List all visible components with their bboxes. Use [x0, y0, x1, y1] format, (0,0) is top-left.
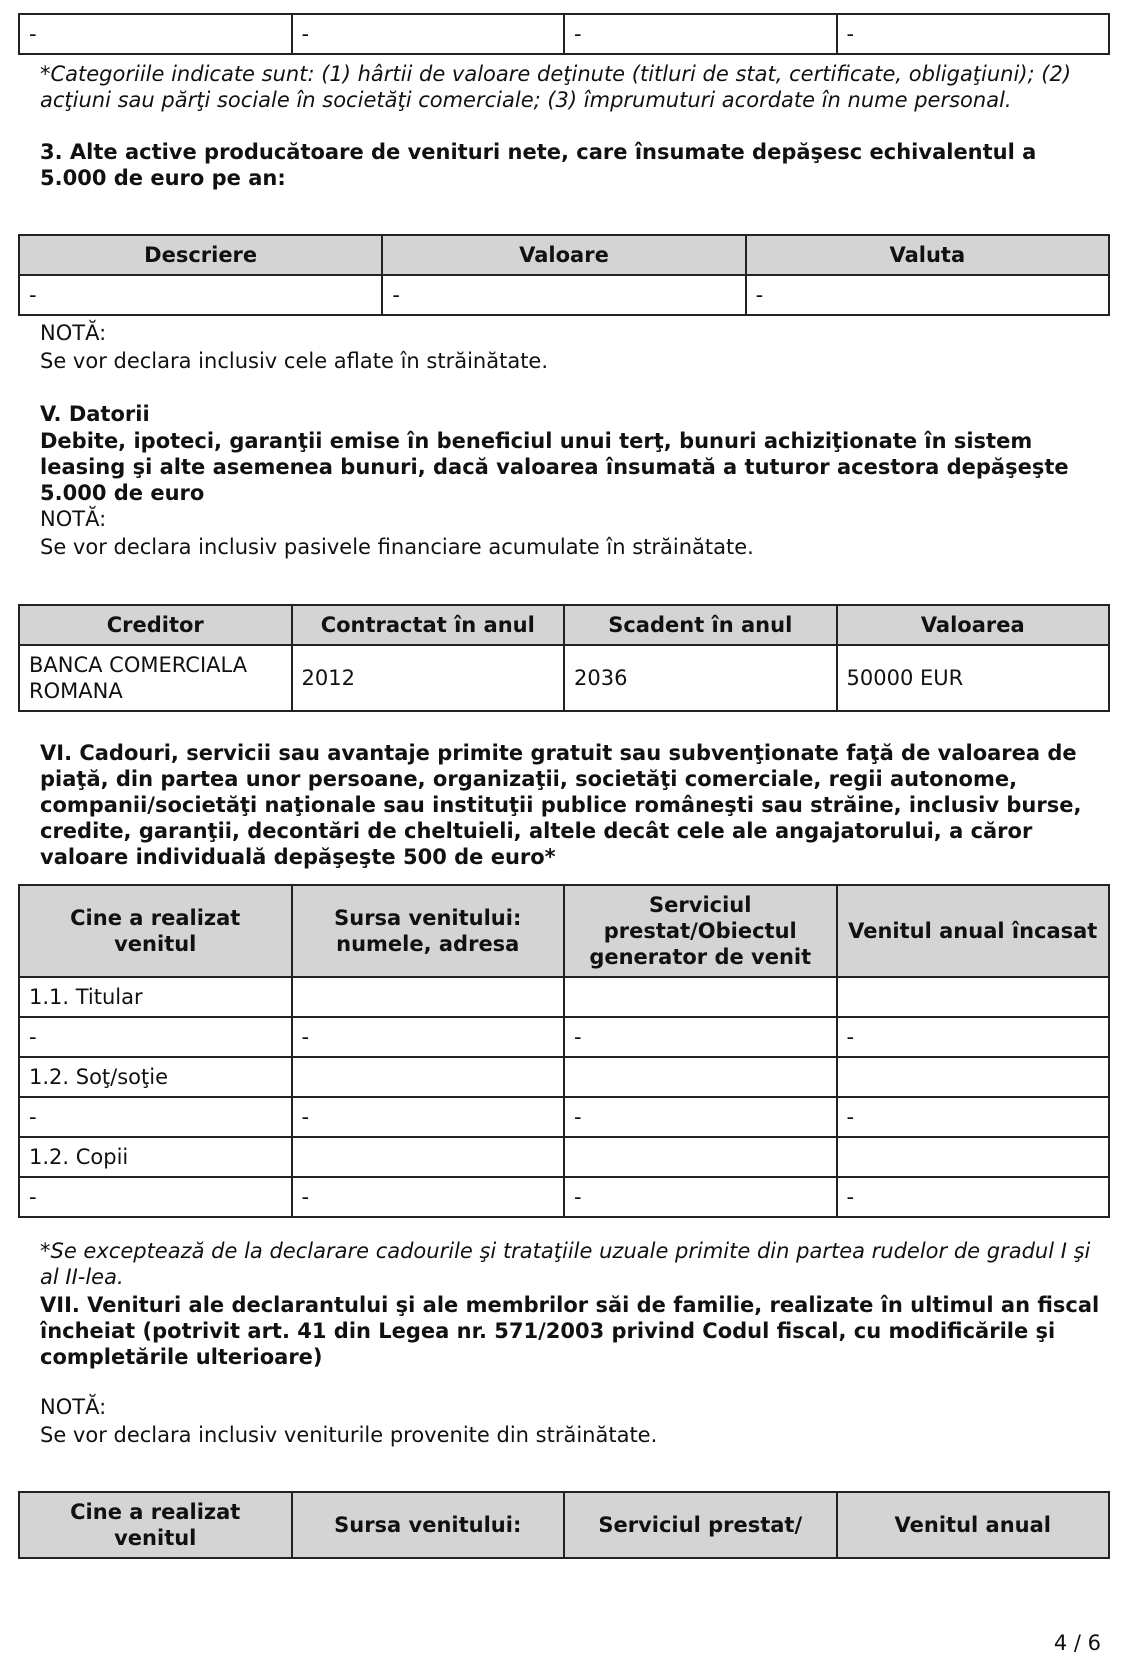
- table-cell: 2012: [292, 645, 565, 711]
- table-row: [19, 645, 1109, 711]
- top-table: [18, 13, 1110, 55]
- table-cell: -: [746, 275, 1109, 315]
- column-header: Valoarea: [837, 605, 1110, 645]
- group-row-spouse: [19, 1057, 1109, 1097]
- section7-note: [18, 1394, 657, 1448]
- page-number: 4 / 6: [1053, 1631, 1101, 1655]
- section7-heading: VII. Venituri ale declarantului şi ale membrilor săi de familie, realizate în ultimul an fiscal încheiat (potrivit art. 41 din Legea nr. 571/2003 privind Codul fiscal, cu modificările şi completările ulterioare): [40, 1293, 1100, 1369]
- section3-heading: 3. Alte active producătoare de venituri nete, care însumate depăşesc echivalentul a 5.000 de euro pe an:: [40, 140, 1037, 190]
- section7-table: [18, 1491, 1110, 1559]
- table-row: [19, 275, 1109, 315]
- table-cell: 50000 EUR: [837, 645, 1110, 711]
- group-row-children: [19, 1137, 1109, 1177]
- table-row: [19, 14, 1109, 54]
- table-cell: -: [837, 1097, 1110, 1137]
- table-cell: [564, 977, 837, 1017]
- note-label: NOTĂ:: [40, 321, 107, 345]
- table-cell: -: [382, 275, 745, 315]
- table-cell: -: [564, 1017, 837, 1057]
- table-cell: 2036: [564, 645, 837, 711]
- table-row: [19, 1017, 1109, 1057]
- column-header: Valoare: [382, 235, 745, 275]
- group-row-titular: [19, 977, 1109, 1017]
- column-header: Serviciul prestat/Obiectul generator de venit: [564, 885, 837, 977]
- table-cell: [292, 977, 565, 1017]
- table-cell: [564, 1057, 837, 1097]
- group-label: 1.2. Copii: [19, 1137, 292, 1177]
- column-header: Sursa venitului: numele, adresa: [292, 885, 565, 977]
- table-cell: -: [564, 14, 837, 54]
- table-cell: -: [19, 275, 382, 315]
- section3-note: [18, 320, 548, 374]
- footnote-categories: *Categoriile indicate sunt: (1) hârtii de valoare deţinute (titluri de stat, certificate, obligaţiuni); (2) acţiuni sau părţi sociale în societăţi comerciale; (3) împrumuturi acordate în nume personal.: [40, 62, 1072, 112]
- column-header: Venitul anual: [837, 1492, 1110, 1558]
- column-header: Venitul anual încasat: [837, 885, 1110, 977]
- section5-note: [18, 506, 754, 560]
- column-header: Valuta: [746, 235, 1109, 275]
- table-cell: BANCA COMERCIALA ROMANA: [19, 645, 292, 711]
- table-cell: [837, 1137, 1110, 1177]
- table-header-row: [19, 1492, 1109, 1558]
- column-header: Sursa venitului:: [292, 1492, 565, 1558]
- table-cell: [837, 1057, 1110, 1097]
- table-cell: -: [292, 1177, 565, 1217]
- table-cell: -: [19, 14, 292, 54]
- table-row: [19, 1177, 1109, 1217]
- table-cell: -: [564, 1177, 837, 1217]
- column-header: Serviciul prestat/: [564, 1492, 837, 1558]
- table-cell: -: [292, 14, 565, 54]
- column-header: Cine a realizat venitul: [19, 885, 292, 977]
- table-cell: -: [292, 1017, 565, 1057]
- table-header-row: [19, 885, 1109, 977]
- table-cell: -: [19, 1097, 292, 1137]
- table-header-row: [19, 605, 1109, 645]
- column-header: Descriere: [19, 235, 382, 275]
- section6-table: [18, 884, 1110, 1218]
- note-label: NOTĂ:: [40, 1395, 107, 1419]
- table-cell: -: [564, 1097, 837, 1137]
- column-header: Contractat în anul: [292, 605, 565, 645]
- table-header-row: [19, 235, 1109, 275]
- note-text: Se vor declara inclusiv veniturile provenite din străinătate.: [40, 1423, 658, 1447]
- column-header: Cine a realizat venitul: [19, 1492, 292, 1558]
- group-label: 1.1. Titular: [19, 977, 292, 1017]
- note-text: Se vor declara inclusiv pasivele financiare acumulate în străinătate.: [40, 535, 754, 559]
- table-cell: -: [837, 1017, 1110, 1057]
- section5-heading: Debite, ipoteci, garanţii emise în beneficiul unui terţ, bunuri achiziţionate în sistem leasing şi alte asemenea bunuri, dacă valoarea însumată a tuturor acestora depăşeşte 5.000 de euro: [40, 429, 1069, 505]
- note-text: Se vor declara inclusiv cele aflate în străinătate.: [40, 349, 549, 373]
- table-cell: -: [837, 1177, 1110, 1217]
- section5-title: V. Datorii: [40, 402, 150, 426]
- note-label: NOTĂ:: [40, 507, 107, 531]
- table-cell: -: [292, 1097, 565, 1137]
- table-cell: -: [19, 1177, 292, 1217]
- table-cell: [292, 1057, 565, 1097]
- table-cell: -: [19, 1017, 292, 1057]
- table-cell: -: [837, 14, 1110, 54]
- column-header: Creditor: [19, 605, 292, 645]
- section5-table: [18, 604, 1110, 712]
- section6-footnote: *Se exceptează de la declarare cadourile şi trataţiile uzuale primite din partea rudelor de gradul I şi al II-lea.: [40, 1239, 1091, 1289]
- table-cell: [292, 1137, 565, 1177]
- section3-table: [18, 234, 1110, 316]
- section6-heading: VI. Cadouri, servicii sau avantaje primite gratuit sau subvenţionate faţă de valoarea de piaţă, din partea unor persoane, organizaţii, societăţi comerciale, regii autonome, companii/societăţi naţionale sau instituţii publice româneşti sau străine, inclusiv burse, credite, garanţii, decontări de cheltuieli, altele decât cele ale angajatorului, a căror valoare individuală depăşeşte 500 de euro*: [40, 741, 1082, 869]
- table-row: [19, 1097, 1109, 1137]
- table-cell: [837, 977, 1110, 1017]
- table-cell: [564, 1137, 837, 1177]
- column-header: Scadent în anul: [564, 605, 837, 645]
- group-label: 1.2. Soţ/soţie: [19, 1057, 292, 1097]
